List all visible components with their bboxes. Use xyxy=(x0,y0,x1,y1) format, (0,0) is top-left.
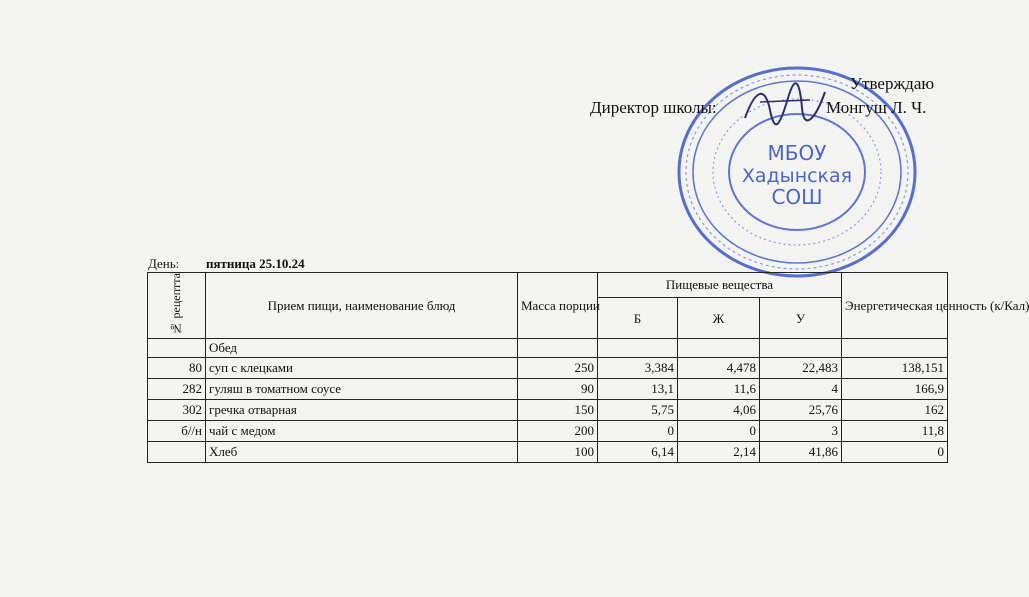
stamp-text-3: СОШ xyxy=(771,185,823,209)
header-carbs: У xyxy=(760,297,842,339)
section-row xyxy=(148,339,948,358)
day-row xyxy=(148,256,305,272)
cell-mass: 100 xyxy=(518,442,598,463)
approval-title: Утверждаю xyxy=(850,74,935,93)
cell-fat: 4,06 xyxy=(678,400,760,421)
cell-protein: 13,1 xyxy=(598,379,678,400)
table-row xyxy=(148,421,948,442)
cell-name: чай с медом xyxy=(206,421,518,442)
header-recipe-no: № рецептта xyxy=(148,273,206,339)
cell-protein: 3,384 xyxy=(598,358,678,379)
cell-fat: 4,478 xyxy=(678,358,760,379)
director-name: Монгуш Л. Ч. xyxy=(826,98,927,117)
stamp-text-2: Хадынская xyxy=(741,165,853,187)
cell-name: суп с клецками xyxy=(206,358,518,379)
table-row xyxy=(148,379,948,400)
cell-mass: 250 xyxy=(518,358,598,379)
cell-carbs: 3 xyxy=(760,421,842,442)
director-label: Директор школы: xyxy=(590,98,717,117)
cell-name: Хлеб xyxy=(206,442,518,463)
cell-recipe: 80 xyxy=(148,358,206,379)
header-fat: Ж xyxy=(678,297,760,339)
cell-kcal: 11,8 xyxy=(842,421,948,442)
cell-carbs: 4 xyxy=(760,379,842,400)
cell-kcal: 138,151 xyxy=(842,358,948,379)
director-signature xyxy=(740,80,830,130)
header-energy: Энергетическая ценность (к/Кал) xyxy=(842,273,948,339)
header-protein: Б xyxy=(598,297,678,339)
cell-kcal: 162 xyxy=(842,400,948,421)
cell-mass: 90 xyxy=(518,379,598,400)
cell-fat: 0 xyxy=(678,421,760,442)
cell-protein: 0 xyxy=(598,421,678,442)
cell-mass: 150 xyxy=(518,400,598,421)
cell-recipe: б//н xyxy=(148,421,206,442)
cell-name: гречка отварная xyxy=(206,400,518,421)
cell-mass: 200 xyxy=(518,421,598,442)
cell-protein: 6,14 xyxy=(598,442,678,463)
cell-kcal: 0 xyxy=(842,442,948,463)
section-label: Обед xyxy=(206,339,518,358)
cell-recipe: 282 xyxy=(148,379,206,400)
cell-name: гуляш в томатном соусе xyxy=(206,379,518,400)
header-portion-mass: Масса порции xyxy=(518,273,598,339)
cell-carbs: 41,86 xyxy=(760,442,842,463)
table-row xyxy=(148,400,948,421)
cell-kcal: 166,9 xyxy=(842,379,948,400)
header-nutrients: Пищевые вещества xyxy=(598,273,842,298)
table-row xyxy=(148,358,948,379)
cell-carbs: 25,76 xyxy=(760,400,842,421)
cell-fat: 11,6 xyxy=(678,379,760,400)
stamp-text-1: МБОУ xyxy=(767,141,827,165)
day-label: День: xyxy=(148,256,180,271)
day-value: пятница 25.10.24 xyxy=(206,256,305,271)
menu-table xyxy=(147,272,1029,463)
cell-recipe xyxy=(148,442,206,463)
cell-protein: 5,75 xyxy=(598,400,678,421)
header-meal-name: Прием пищи, наименование блюд xyxy=(206,273,518,339)
cell-carbs: 22,483 xyxy=(760,358,842,379)
cell-recipe: 302 xyxy=(148,400,206,421)
table-row xyxy=(148,442,948,463)
cell-fat: 2,14 xyxy=(678,442,760,463)
